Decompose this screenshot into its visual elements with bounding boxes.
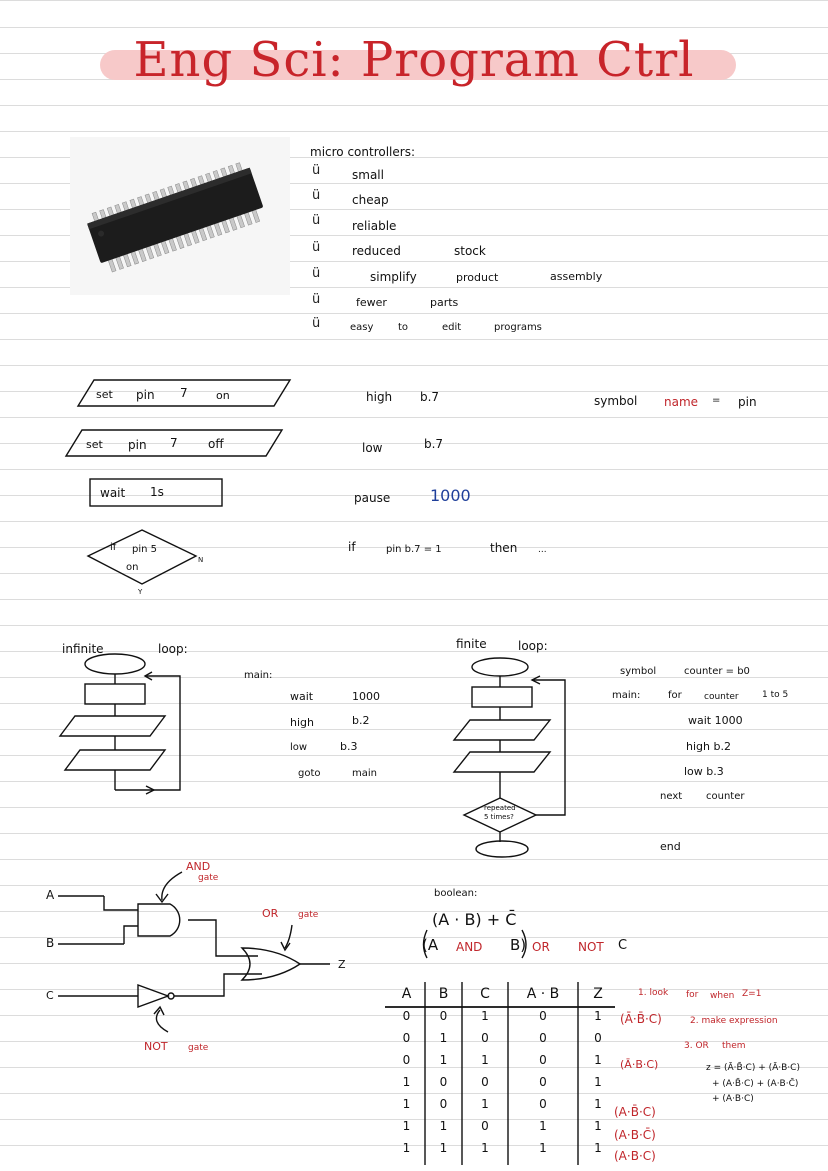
tt-cell: 1 — [402, 1097, 411, 1111]
code-low: low — [362, 441, 383, 455]
step1-label: 1. look — [638, 988, 669, 998]
and-label: AND — [186, 860, 211, 873]
finite-next: next — [660, 791, 683, 802]
tt-cell: 0 — [539, 1031, 547, 1045]
finite-range: 1 to 5 — [762, 690, 789, 700]
mc-item: small — [352, 168, 384, 182]
block-if: if — [110, 542, 117, 553]
tt-cell: 1 — [539, 1141, 547, 1155]
mc-item: reduced — [352, 244, 401, 258]
tt-header: A — [401, 986, 412, 1002]
step1-for: for — [686, 990, 699, 1000]
tt-header: C — [480, 986, 490, 1002]
tt-cell: 0 — [481, 1031, 489, 1045]
mc-item: product — [456, 271, 499, 284]
tt-cell: 1 — [594, 1119, 602, 1133]
infinite-cmd: wait — [290, 690, 314, 703]
tt-cell: 0 — [539, 1053, 547, 1067]
tt-cell: 0 — [481, 1075, 489, 1089]
step3-label: 3. OR — [684, 1041, 709, 1051]
tt-cell: 1 — [439, 1141, 448, 1155]
infinite-heading-loop: loop: — [158, 642, 188, 656]
input-b: B — [46, 936, 55, 950]
tt-cell: 0 — [481, 1119, 489, 1133]
input-c: C — [46, 989, 54, 1002]
code-high: high — [366, 390, 393, 404]
tt-cell: 1 — [594, 1075, 602, 1089]
block-if-yes: Y — [138, 588, 143, 596]
step1-when: when — [710, 991, 735, 1001]
mc-item: reliable — [352, 219, 397, 233]
infinite-arg: b.3 — [340, 740, 358, 753]
row-note: (A·B·C) — [614, 1149, 656, 1163]
smiley-icon: ü — [312, 240, 321, 255]
block-set: set — [86, 438, 103, 451]
decision-symbol — [88, 530, 196, 584]
z-expression: z = (Ā·B̄·C) + (Ā·B·C) — [706, 1063, 800, 1073]
smiley-icon: ü — [312, 163, 321, 178]
tt-cell: 0 — [594, 1031, 602, 1045]
tt-cell: 1 — [439, 1119, 448, 1133]
truth-table — [388, 983, 618, 1159]
code-low-pin: b.7 — [424, 437, 444, 451]
tt-header: Z — [593, 986, 603, 1002]
tt-cell: 1 — [539, 1119, 547, 1133]
block-set: set — [96, 388, 113, 401]
block-on: on — [216, 389, 230, 402]
table-row — [388, 1005, 618, 1027]
tt-cell: 0 — [539, 1097, 547, 1111]
block-wait: wait — [100, 486, 126, 500]
smiley-icon: ü — [312, 266, 321, 281]
smiley-icon: ü — [312, 213, 321, 228]
step3-them: them — [722, 1041, 746, 1051]
tt-cell: 1 — [439, 1053, 448, 1067]
boolean-heading: boolean: — [434, 888, 478, 899]
finite-end: end — [660, 840, 681, 853]
code-if: if — [348, 540, 356, 554]
block-pin: pin — [128, 438, 147, 452]
infinite-arg: 1000 — [352, 690, 380, 703]
tt-cell: 0 — [539, 1009, 547, 1023]
finite-heading-loop: loop: — [518, 639, 548, 653]
tt-cell: 0 — [539, 1075, 547, 1089]
tt-cell: 1 — [402, 1141, 411, 1155]
tt-cell: 0 — [439, 1075, 448, 1089]
row-note: (A·B̄·C) — [614, 1105, 656, 1119]
mc-item: simplify — [370, 270, 417, 284]
finite-line: high b.2 — [686, 740, 731, 753]
block-wait-time: 1s — [150, 485, 164, 499]
or-label: OR — [262, 907, 279, 920]
smiley-icon: ü — [312, 188, 321, 203]
tt-cell: 1 — [594, 1141, 602, 1155]
finite-decision-times: 5 times? — [484, 813, 514, 821]
tt-cell: 0 — [402, 1053, 411, 1067]
row-note: (Ā·B·C) — [620, 1058, 659, 1071]
table-row — [388, 1137, 618, 1159]
finite-for: for — [668, 690, 682, 701]
not-label-gate: gate — [188, 1043, 209, 1053]
or-label-gate: gate — [298, 910, 319, 920]
boolean-expression: (A · B) + C̄ — [432, 910, 517, 929]
boolean-word-not: NOT — [578, 940, 604, 954]
code-symbol-pin: pin — [738, 395, 757, 409]
code-then: then — [490, 541, 518, 555]
z-expression: + (A·B·C) — [712, 1094, 754, 1104]
block-if-no: N — [198, 556, 204, 564]
mc-item: parts — [430, 296, 459, 309]
code-pause-value: 1000 — [430, 486, 471, 505]
finite-counter: counter — [704, 692, 739, 702]
code-symbol-equals: = — [712, 395, 721, 406]
block-off: off — [208, 437, 224, 451]
code-if-condition: pin b.7 = 1 — [386, 544, 442, 555]
output-z: Z — [338, 958, 346, 971]
block-pin-number: 7 — [180, 386, 188, 400]
step1-cond: Z=1 — [742, 989, 762, 999]
tt-cell: 1 — [481, 1141, 489, 1155]
finite-heading: finite — [456, 637, 487, 651]
finite-symbol-value: counter = b0 — [684, 666, 750, 677]
smiley-icon: ü — [312, 316, 321, 331]
tt-cell: 1 — [402, 1075, 411, 1089]
mc-item: cheap — [352, 193, 389, 207]
tt-cell: 1 — [481, 1053, 489, 1067]
infinite-main: main: — [244, 670, 273, 681]
table-row — [388, 1049, 618, 1071]
code-pause: pause — [354, 491, 391, 505]
table-row — [388, 1071, 618, 1093]
tt-cell: 1 — [481, 1097, 489, 1111]
code-ellipsis: ... — [538, 545, 547, 555]
code-symbol-name: name — [664, 395, 699, 409]
infinite-cmd: high — [290, 716, 314, 729]
mc-item: edit — [442, 322, 462, 333]
tt-cell: 1 — [402, 1119, 411, 1133]
block-pin-number: 7 — [170, 436, 178, 450]
and-label-gate: gate — [198, 873, 219, 883]
not-label: NOT — [144, 1040, 168, 1053]
block-if-pin: pin 5 — [132, 544, 158, 555]
tt-cell: 0 — [439, 1097, 448, 1111]
table-row — [388, 1027, 618, 1049]
smiley-icon: ü — [312, 292, 321, 307]
block-pin: pin — [136, 388, 155, 402]
infinite-arg: main — [352, 768, 377, 779]
code-high-pin: b.7 — [420, 390, 440, 404]
code-symbol: symbol — [594, 394, 638, 408]
tt-header: A · B — [526, 986, 560, 1002]
boolean-word-and: AND — [456, 940, 483, 954]
infinite-cmd: goto — [298, 768, 321, 779]
table-row — [388, 1093, 618, 1115]
row-note: (Ā·B̄·C) — [620, 1012, 662, 1026]
tt-cell: 1 — [594, 1097, 602, 1111]
boolean-word: B) — [510, 936, 527, 954]
tt-header: B — [438, 986, 449, 1002]
tt-cell: 1 — [481, 1009, 489, 1023]
tt-cell: 0 — [439, 1009, 448, 1023]
mc-item: stock — [454, 244, 486, 258]
finite-symbol: symbol — [620, 666, 657, 677]
tt-cell: 0 — [402, 1031, 411, 1045]
mc-item: fewer — [356, 296, 387, 309]
step2-label: 2. make expression — [690, 1016, 778, 1026]
tt-cell: 0 — [402, 1009, 411, 1023]
infinite-cmd: low — [290, 742, 308, 753]
boolean-word: (A — [422, 936, 439, 954]
block-if-on: on — [126, 562, 139, 573]
finite-line: wait 1000 — [688, 714, 743, 727]
page-title: Eng Sci: Program Ctrl — [133, 32, 695, 88]
boolean-word-or: OR — [532, 940, 550, 954]
z-expression: + (A·B̄·C) + (A·B·C̄) — [712, 1079, 799, 1089]
mc-item: assembly — [550, 270, 603, 283]
finite-decision: repeated — [484, 804, 516, 812]
mc-heading: micro controllers: — [310, 145, 415, 159]
mc-item: to — [398, 322, 409, 333]
infinite-arg: b.2 — [352, 714, 370, 727]
table-row — [388, 1115, 618, 1137]
finite-line: low b.3 — [684, 765, 724, 778]
tt-cell: 1 — [594, 1053, 602, 1067]
tt-cell: 1 — [594, 1009, 602, 1023]
finite-main: main: — [612, 690, 641, 701]
input-a: A — [46, 888, 55, 902]
finite-next-counter: counter — [706, 791, 745, 802]
tt-cell: 1 — [439, 1031, 448, 1045]
mc-item: programs — [494, 322, 542, 333]
row-note: (A·B·C̄) — [614, 1128, 656, 1142]
infinite-heading: infinite — [62, 642, 104, 656]
mc-item: easy — [350, 322, 374, 333]
boolean-word-c: C — [618, 938, 628, 953]
